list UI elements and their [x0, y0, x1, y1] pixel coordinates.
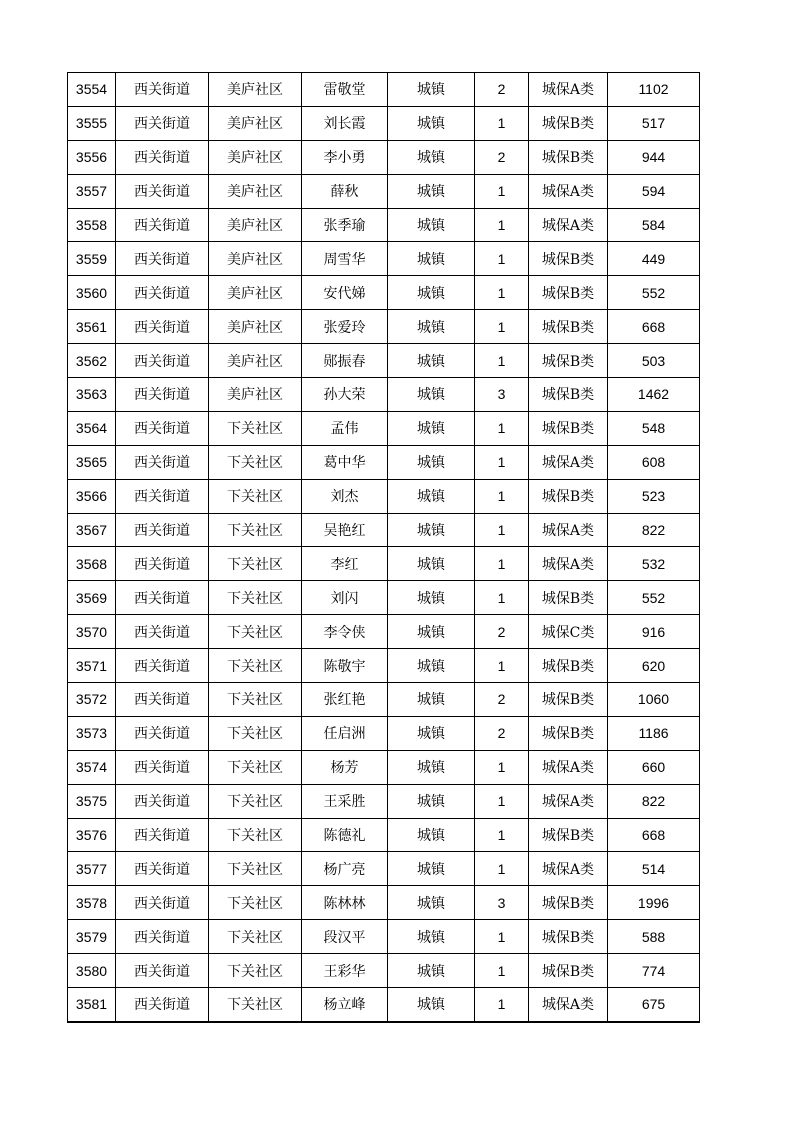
street-cell: 西关街道 [116, 649, 209, 683]
amount-cell: 1186 [608, 716, 700, 750]
person-name-cell: 张爱玲 [302, 310, 388, 344]
community-cell: 下关社区 [209, 581, 302, 615]
category-cell: 城保A类 [529, 445, 608, 479]
area-type-cell: 城镇 [388, 310, 475, 344]
community-cell: 下关社区 [209, 988, 302, 1022]
row-id-cell: 3563 [68, 378, 116, 412]
street-cell: 西关街道 [116, 683, 209, 717]
community-cell: 下关社区 [209, 445, 302, 479]
community-cell: 下关社区 [209, 683, 302, 717]
category-cell: 城保B类 [529, 344, 608, 378]
community-cell: 美庐社区 [209, 208, 302, 242]
community-cell: 下关社区 [209, 818, 302, 852]
street-cell: 西关街道 [116, 140, 209, 174]
table-row [68, 411, 700, 445]
person-name-cell: 任启洲 [302, 716, 388, 750]
row-id-cell: 3577 [68, 852, 116, 886]
table-row [68, 818, 700, 852]
street-cell: 西关街道 [116, 784, 209, 818]
amount-cell: 1102 [608, 73, 700, 107]
row-id-cell: 3579 [68, 920, 116, 954]
category-cell: 城保B类 [529, 818, 608, 852]
row-id-cell: 3555 [68, 106, 116, 140]
row-id-cell: 3554 [68, 73, 116, 107]
amount-cell: 620 [608, 649, 700, 683]
person-name-cell: 李令侠 [302, 615, 388, 649]
table-row [68, 73, 700, 107]
community-cell: 下关社区 [209, 886, 302, 920]
person-name-cell: 杨芳 [302, 750, 388, 784]
area-type-cell: 城镇 [388, 615, 475, 649]
street-cell: 西关街道 [116, 920, 209, 954]
category-cell: 城保B类 [529, 276, 608, 310]
person-name-cell: 段汉平 [302, 920, 388, 954]
street-cell: 西关街道 [116, 411, 209, 445]
household-size-cell: 2 [475, 140, 529, 174]
table-row [68, 242, 700, 276]
row-id-cell: 3566 [68, 479, 116, 513]
community-cell: 美庐社区 [209, 276, 302, 310]
amount-cell: 1462 [608, 378, 700, 412]
row-id-cell: 3556 [68, 140, 116, 174]
street-cell: 西关街道 [116, 852, 209, 886]
category-cell: 城保B类 [529, 411, 608, 445]
household-size-cell: 1 [475, 649, 529, 683]
category-cell: 城保B类 [529, 649, 608, 683]
category-cell: 城保B类 [529, 479, 608, 513]
household-size-cell: 1 [475, 852, 529, 886]
community-cell: 下关社区 [209, 750, 302, 784]
amount-cell: 822 [608, 784, 700, 818]
person-name-cell: 陈德礼 [302, 818, 388, 852]
category-cell: 城保B类 [529, 886, 608, 920]
area-type-cell: 城镇 [388, 784, 475, 818]
household-size-cell: 1 [475, 581, 529, 615]
household-size-cell: 2 [475, 716, 529, 750]
table-row [68, 988, 700, 1022]
row-id-cell: 3581 [68, 988, 116, 1022]
person-name-cell: 周雪华 [302, 242, 388, 276]
table-row [68, 716, 700, 750]
area-type-cell: 城镇 [388, 140, 475, 174]
table-row [68, 954, 700, 988]
household-size-cell: 1 [475, 242, 529, 276]
community-cell: 美庐社区 [209, 106, 302, 140]
household-size-cell: 1 [475, 174, 529, 208]
community-cell: 下关社区 [209, 479, 302, 513]
person-name-cell: 葛中华 [302, 445, 388, 479]
area-type-cell: 城镇 [388, 208, 475, 242]
row-id-cell: 3572 [68, 683, 116, 717]
amount-cell: 449 [608, 242, 700, 276]
person-name-cell: 王采胜 [302, 784, 388, 818]
area-type-cell: 城镇 [388, 445, 475, 479]
household-size-cell: 1 [475, 818, 529, 852]
amount-cell: 668 [608, 818, 700, 852]
category-cell: 城保B类 [529, 242, 608, 276]
street-cell: 西关街道 [116, 378, 209, 412]
household-size-cell: 1 [475, 988, 529, 1022]
person-name-cell: 陈敬宇 [302, 649, 388, 683]
row-id-cell: 3569 [68, 581, 116, 615]
household-size-cell: 2 [475, 683, 529, 717]
area-type-cell: 城镇 [388, 988, 475, 1022]
row-id-cell: 3559 [68, 242, 116, 276]
amount-cell: 1996 [608, 886, 700, 920]
street-cell: 西关街道 [116, 73, 209, 107]
household-size-cell: 1 [475, 445, 529, 479]
street-cell: 西关街道 [116, 174, 209, 208]
table-row [68, 310, 700, 344]
area-type-cell: 城镇 [388, 954, 475, 988]
amount-cell: 552 [608, 276, 700, 310]
street-cell: 西关街道 [116, 242, 209, 276]
row-id-cell: 3576 [68, 818, 116, 852]
table-row [68, 750, 700, 784]
category-cell: 城保A类 [529, 73, 608, 107]
community-cell: 美庐社区 [209, 174, 302, 208]
row-id-cell: 3565 [68, 445, 116, 479]
household-size-cell: 3 [475, 378, 529, 412]
table-row [68, 683, 700, 717]
household-size-cell: 1 [475, 547, 529, 581]
household-size-cell: 1 [475, 513, 529, 547]
community-cell: 下关社区 [209, 852, 302, 886]
row-id-cell: 3564 [68, 411, 116, 445]
household-size-cell: 1 [475, 344, 529, 378]
area-type-cell: 城镇 [388, 547, 475, 581]
person-name-cell: 薛秋 [302, 174, 388, 208]
category-cell: 城保A类 [529, 208, 608, 242]
table-row [68, 920, 700, 954]
person-name-cell: 李红 [302, 547, 388, 581]
category-cell: 城保B类 [529, 310, 608, 344]
amount-cell: 548 [608, 411, 700, 445]
table-row [68, 208, 700, 242]
area-type-cell: 城镇 [388, 411, 475, 445]
area-type-cell: 城镇 [388, 344, 475, 378]
table-row [68, 513, 700, 547]
street-cell: 西关街道 [116, 310, 209, 344]
area-type-cell: 城镇 [388, 852, 475, 886]
row-id-cell: 3574 [68, 750, 116, 784]
person-name-cell: 陈林林 [302, 886, 388, 920]
row-id-cell: 3570 [68, 615, 116, 649]
table-row [68, 378, 700, 412]
roster-body [68, 73, 700, 1022]
amount-cell: 944 [608, 140, 700, 174]
household-size-cell: 1 [475, 106, 529, 140]
category-cell: 城保A类 [529, 750, 608, 784]
table-row [68, 106, 700, 140]
area-type-cell: 城镇 [388, 378, 475, 412]
row-id-cell: 3575 [68, 784, 116, 818]
household-size-cell: 1 [475, 411, 529, 445]
category-cell: 城保B类 [529, 106, 608, 140]
household-size-cell: 2 [475, 73, 529, 107]
household-size-cell: 1 [475, 784, 529, 818]
area-type-cell: 城镇 [388, 683, 475, 717]
category-cell: 城保A类 [529, 784, 608, 818]
amount-cell: 675 [608, 988, 700, 1022]
street-cell: 西关街道 [116, 445, 209, 479]
street-cell: 西关街道 [116, 615, 209, 649]
community-cell: 下关社区 [209, 411, 302, 445]
category-cell: 城保C类 [529, 615, 608, 649]
amount-cell: 552 [608, 581, 700, 615]
person-name-cell: 孟伟 [302, 411, 388, 445]
street-cell: 西关街道 [116, 106, 209, 140]
area-type-cell: 城镇 [388, 276, 475, 310]
community-cell: 美庐社区 [209, 242, 302, 276]
amount-cell: 514 [608, 852, 700, 886]
area-type-cell: 城镇 [388, 886, 475, 920]
amount-cell: 532 [608, 547, 700, 581]
category-cell: 城保B类 [529, 954, 608, 988]
street-cell: 西关街道 [116, 716, 209, 750]
category-cell: 城保A类 [529, 174, 608, 208]
area-type-cell: 城镇 [388, 750, 475, 784]
row-id-cell: 3578 [68, 886, 116, 920]
row-id-cell: 3562 [68, 344, 116, 378]
street-cell: 西关街道 [116, 954, 209, 988]
table-row [68, 615, 700, 649]
person-name-cell: 刘长霞 [302, 106, 388, 140]
amount-cell: 594 [608, 174, 700, 208]
amount-cell: 1060 [608, 683, 700, 717]
community-cell: 美庐社区 [209, 378, 302, 412]
community-cell: 美庐社区 [209, 73, 302, 107]
row-id-cell: 3561 [68, 310, 116, 344]
person-name-cell: 刘杰 [302, 479, 388, 513]
amount-cell: 584 [608, 208, 700, 242]
category-cell: 城保B类 [529, 581, 608, 615]
area-type-cell: 城镇 [388, 513, 475, 547]
community-cell: 下关社区 [209, 954, 302, 988]
person-name-cell: 刘闪 [302, 581, 388, 615]
street-cell: 西关街道 [116, 208, 209, 242]
area-type-cell: 城镇 [388, 242, 475, 276]
amount-cell: 588 [608, 920, 700, 954]
amount-cell: 608 [608, 445, 700, 479]
table-row [68, 445, 700, 479]
community-cell: 美庐社区 [209, 140, 302, 174]
street-cell: 西关街道 [116, 276, 209, 310]
row-id-cell: 3568 [68, 547, 116, 581]
area-type-cell: 城镇 [388, 106, 475, 140]
household-size-cell: 2 [475, 615, 529, 649]
person-name-cell: 吴艳红 [302, 513, 388, 547]
household-size-cell: 1 [475, 479, 529, 513]
street-cell: 西关街道 [116, 547, 209, 581]
row-id-cell: 3573 [68, 716, 116, 750]
household-size-cell: 1 [475, 750, 529, 784]
category-cell: 城保A类 [529, 513, 608, 547]
table-row [68, 479, 700, 513]
area-type-cell: 城镇 [388, 818, 475, 852]
area-type-cell: 城镇 [388, 920, 475, 954]
street-cell: 西关街道 [116, 988, 209, 1022]
street-cell: 西关街道 [116, 344, 209, 378]
person-name-cell: 李小勇 [302, 140, 388, 174]
category-cell: 城保B类 [529, 716, 608, 750]
amount-cell: 523 [608, 479, 700, 513]
category-cell: 城保B类 [529, 683, 608, 717]
row-id-cell: 3558 [68, 208, 116, 242]
community-cell: 下关社区 [209, 716, 302, 750]
table-row [68, 852, 700, 886]
table-row [68, 276, 700, 310]
community-cell: 下关社区 [209, 615, 302, 649]
row-id-cell: 3560 [68, 276, 116, 310]
community-cell: 美庐社区 [209, 310, 302, 344]
community-cell: 下关社区 [209, 920, 302, 954]
table-row [68, 174, 700, 208]
table-row [68, 784, 700, 818]
person-name-cell: 安代娣 [302, 276, 388, 310]
household-size-cell: 1 [475, 208, 529, 242]
area-type-cell: 城镇 [388, 479, 475, 513]
person-name-cell: 杨立峰 [302, 988, 388, 1022]
row-id-cell: 3571 [68, 649, 116, 683]
table-row [68, 649, 700, 683]
person-name-cell: 张红艳 [302, 683, 388, 717]
category-cell: 城保A类 [529, 547, 608, 581]
area-type-cell: 城镇 [388, 581, 475, 615]
amount-cell: 822 [608, 513, 700, 547]
household-size-cell: 3 [475, 886, 529, 920]
amount-cell: 668 [608, 310, 700, 344]
amount-cell: 774 [608, 954, 700, 988]
category-cell: 城保B类 [529, 140, 608, 174]
area-type-cell: 城镇 [388, 716, 475, 750]
person-name-cell: 张季瑜 [302, 208, 388, 242]
row-id-cell: 3567 [68, 513, 116, 547]
area-type-cell: 城镇 [388, 174, 475, 208]
household-size-cell: 1 [475, 954, 529, 988]
category-cell: 城保A类 [529, 852, 608, 886]
amount-cell: 517 [608, 106, 700, 140]
table-row [68, 140, 700, 174]
person-name-cell: 杨广亮 [302, 852, 388, 886]
amount-cell: 916 [608, 615, 700, 649]
table-row [68, 344, 700, 378]
community-cell: 下关社区 [209, 649, 302, 683]
person-name-cell: 雷敬堂 [302, 73, 388, 107]
category-cell: 城保A类 [529, 988, 608, 1022]
community-cell: 下关社区 [209, 547, 302, 581]
street-cell: 西关街道 [116, 750, 209, 784]
household-size-cell: 1 [475, 276, 529, 310]
community-cell: 美庐社区 [209, 344, 302, 378]
table-row [68, 581, 700, 615]
person-name-cell: 孙大荣 [302, 378, 388, 412]
roster-table [67, 72, 700, 1023]
table-row [68, 886, 700, 920]
street-cell: 西关街道 [116, 479, 209, 513]
category-cell: 城保B类 [529, 378, 608, 412]
street-cell: 西关街道 [116, 581, 209, 615]
household-size-cell: 1 [475, 310, 529, 344]
area-type-cell: 城镇 [388, 649, 475, 683]
row-id-cell: 3580 [68, 954, 116, 988]
amount-cell: 503 [608, 344, 700, 378]
area-type-cell: 城镇 [388, 73, 475, 107]
street-cell: 西关街道 [116, 886, 209, 920]
person-name-cell: 郧振春 [302, 344, 388, 378]
row-id-cell: 3557 [68, 174, 116, 208]
community-cell: 下关社区 [209, 513, 302, 547]
community-cell: 下关社区 [209, 784, 302, 818]
person-name-cell: 王彩华 [302, 954, 388, 988]
category-cell: 城保B类 [529, 920, 608, 954]
street-cell: 西关街道 [116, 818, 209, 852]
street-cell: 西关街道 [116, 513, 209, 547]
table-row [68, 547, 700, 581]
amount-cell: 660 [608, 750, 700, 784]
household-size-cell: 1 [475, 920, 529, 954]
